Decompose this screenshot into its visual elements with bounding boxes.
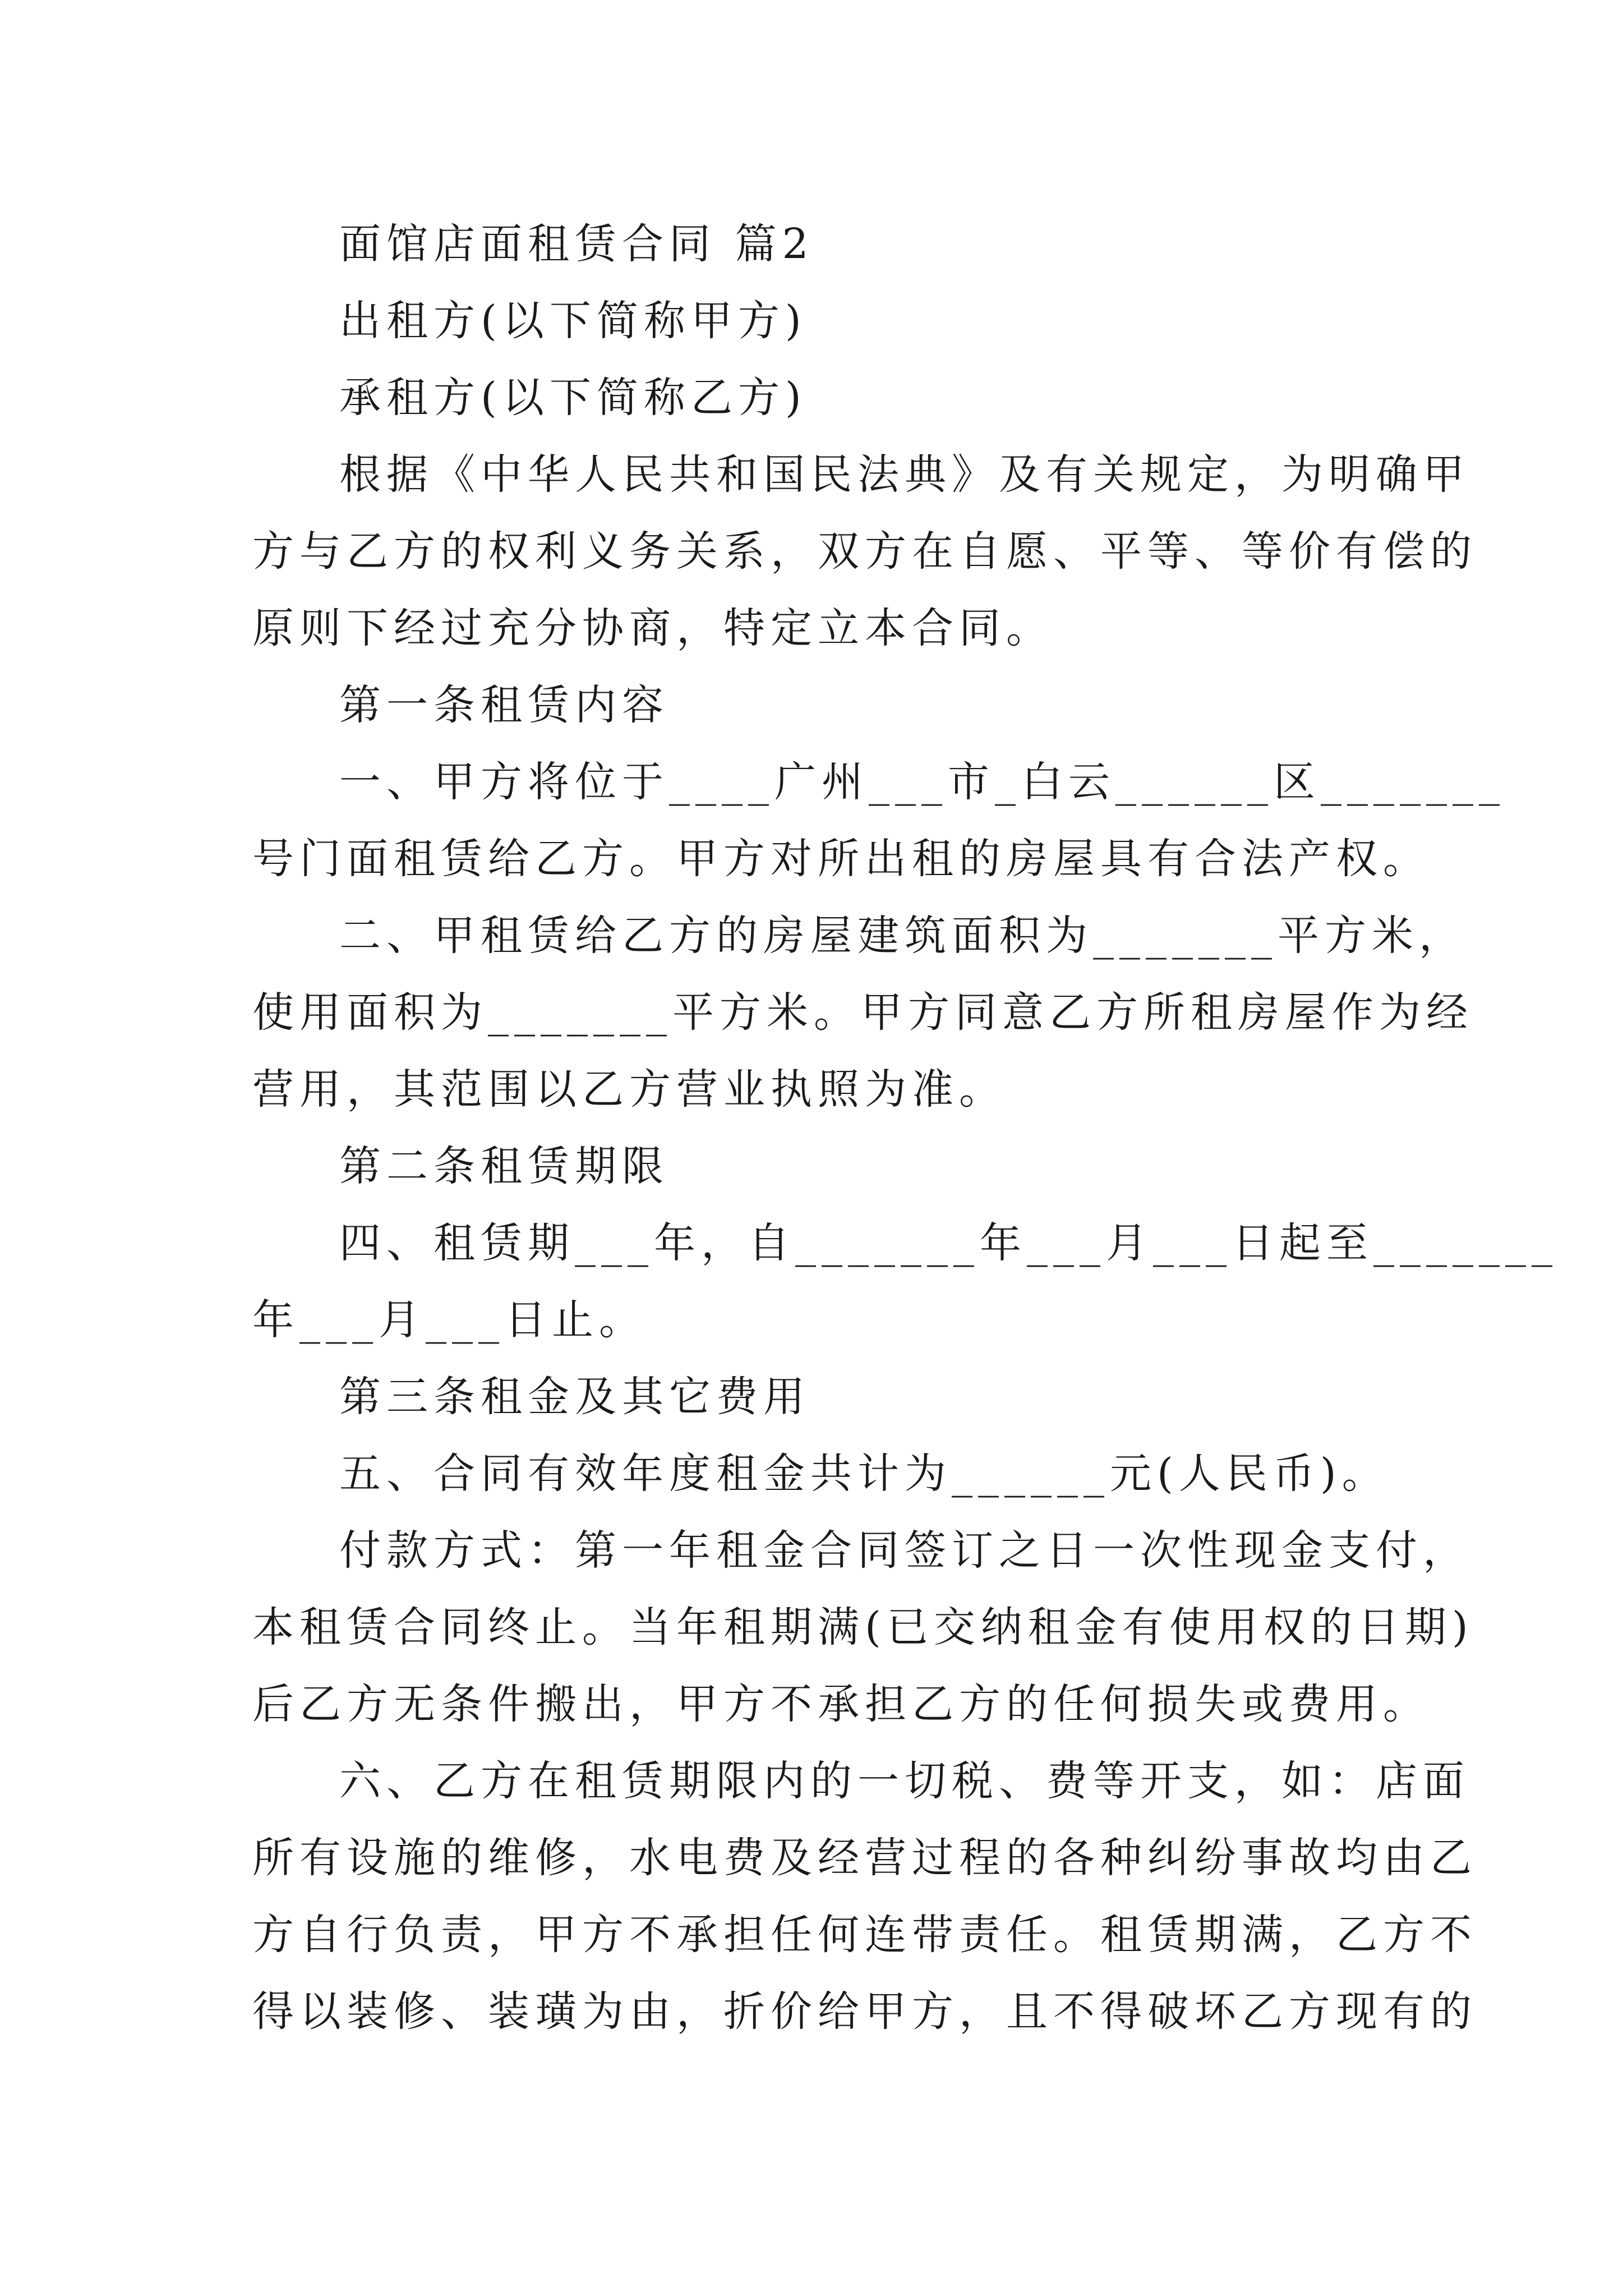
payment-line-1: 付款方式：第一年租金合同签订之日一次性现金支付， — [339, 1526, 1470, 1575]
clause-2-line-2: 使用面积为_______平方米。甲方同意乙方所租房屋作为经 — [252, 988, 1473, 1037]
document-title: 面馆店面租赁合同 篇2 — [339, 220, 814, 268]
lessor-line: 出租方(以下简称甲方) — [339, 297, 807, 345]
payment-line-3: 后乙方无条件搬出，甲方不承担乙方的任何损失或费用。 — [252, 1680, 1430, 1728]
clause-6-line-4: 得以装修、装璜为由，折价给甲方，且不得破坏乙方现有的 — [252, 1987, 1477, 2036]
article-1-heading: 第一条租赁内容 — [339, 681, 669, 729]
payment-line-2: 本租赁合同终止。当年租期满(已交纳租金有使用权的日期) — [252, 1603, 1474, 1651]
clause-6-line-2: 所有设施的维修，水电费及经营过程的各种纠纷事故均由乙 — [252, 1834, 1477, 1882]
lessee-line: 承租方(以下简称乙方) — [339, 374, 807, 422]
clause-5-line-1: 五、合同有效年度租金共计为______元(人民币)。 — [339, 1450, 1389, 1498]
clause-1-line-1: 一、甲方将位于____广州___市_白云______区_______ — [339, 758, 1505, 806]
clause-2-line-3: 营用，其范围以乙方营业执照为准。 — [252, 1065, 1006, 1114]
clause-1-line-2: 号门面租赁给乙方。甲方对所出租的房屋具有合法产权。 — [252, 835, 1430, 883]
clause-4-line-1: 四、租赁期___年，自_______年___月___日起至_______ — [339, 1219, 1558, 1267]
clause-6-line-3: 方自行负责，甲方不承担任何连带责任。租赁期满，乙方不 — [252, 1911, 1477, 1959]
clause-2-line-1: 二、甲租赁给乙方的房屋建筑面积为_______平方米， — [339, 912, 1466, 960]
article-3-heading: 第三条租金及其它费用 — [339, 1373, 810, 1421]
clause-4-line-2: 年___月___日止。 — [252, 1296, 646, 1344]
clause-6-line-1: 六、乙方在租赁期限内的一切税、费等开支，如：店面 — [339, 1757, 1470, 1805]
preamble-line-2: 方与乙方的权利义务关系，双方在自愿、平等、等价有偿的 — [252, 527, 1477, 576]
article-2-heading: 第二条租赁期限 — [339, 1142, 669, 1190]
preamble-line-3: 原则下经过充分协商，特定立本合同。 — [252, 604, 1053, 652]
preamble-line-1: 根据《中华人民共和国民法典》及有关规定，为明确甲 — [339, 450, 1470, 499]
